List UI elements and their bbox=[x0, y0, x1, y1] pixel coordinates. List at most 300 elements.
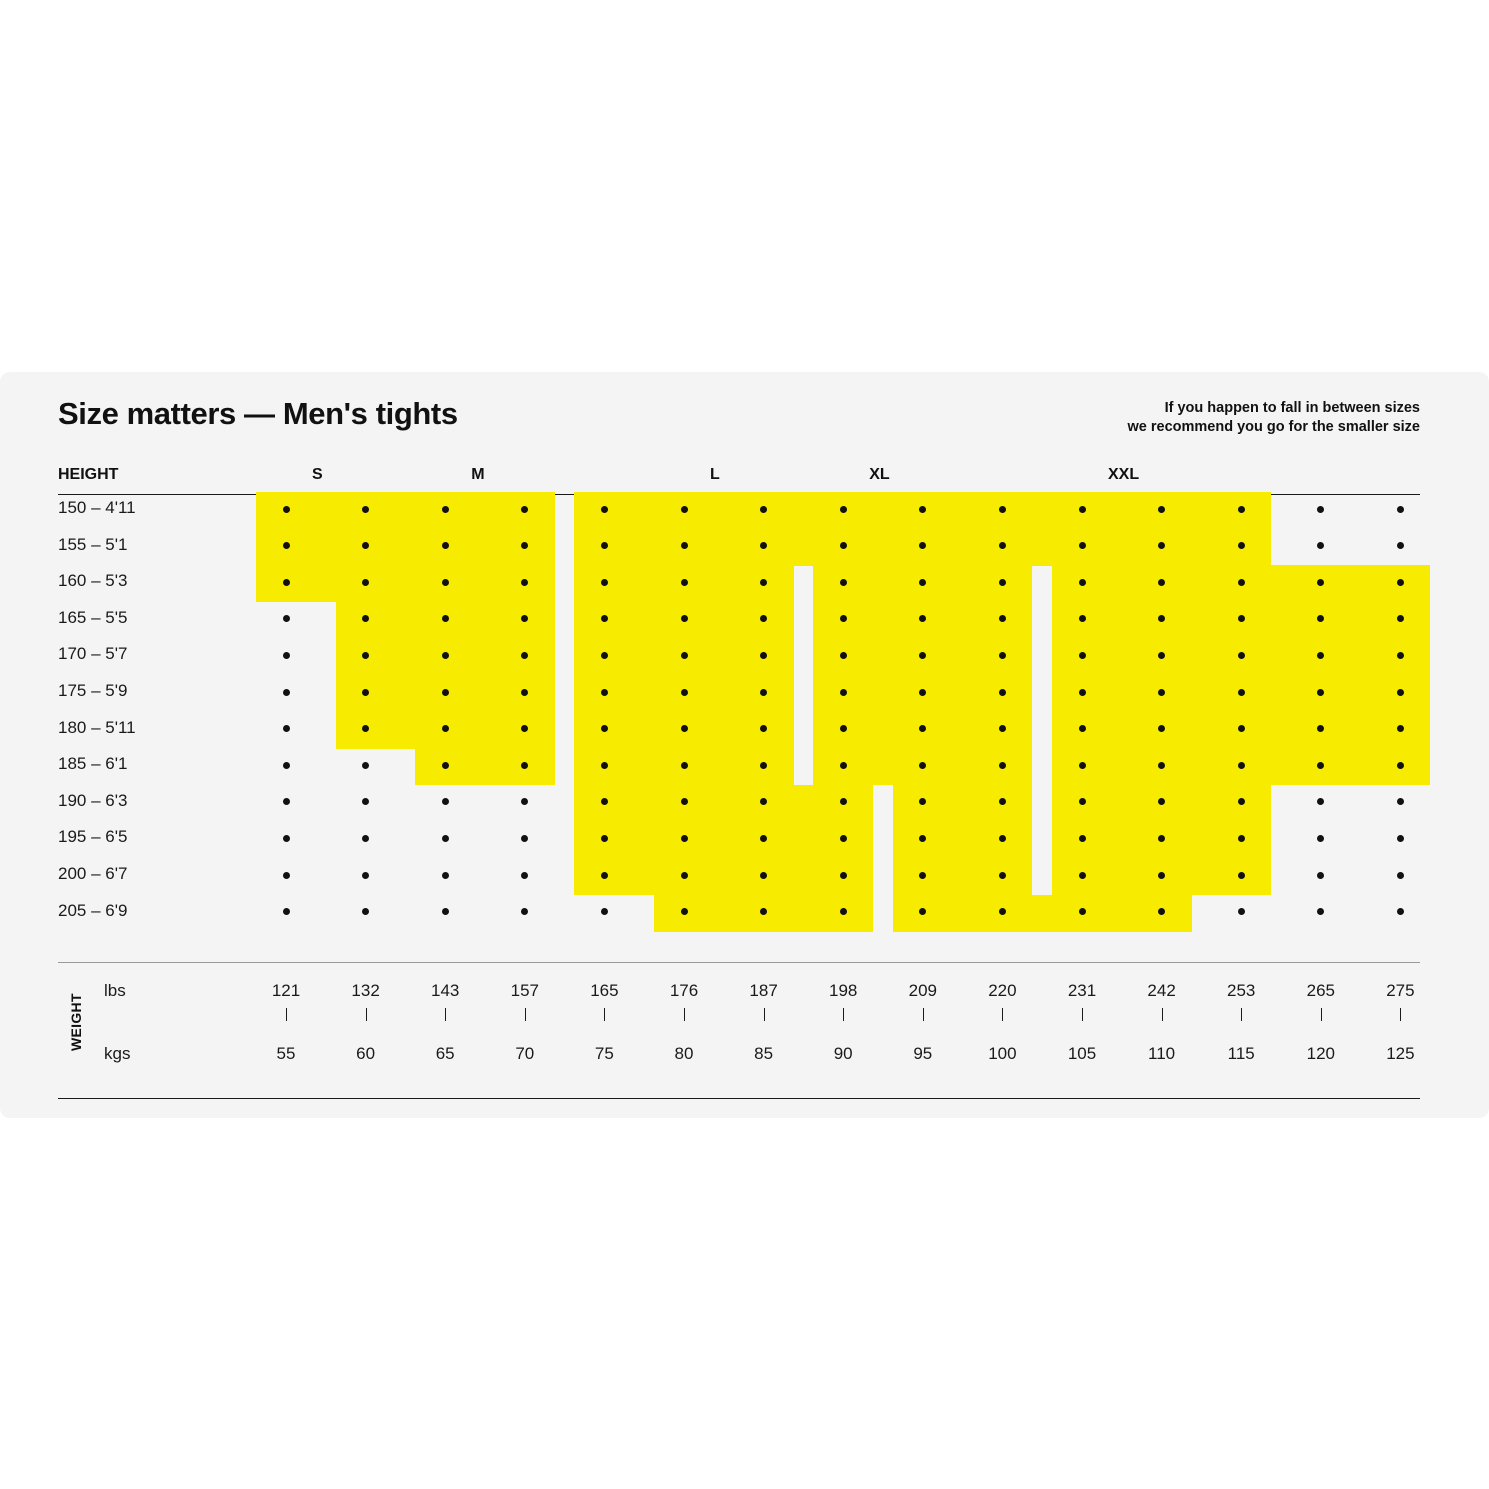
grid-dot bbox=[1238, 652, 1245, 659]
size-band-m bbox=[336, 602, 555, 639]
weight-lbs-value: 143 bbox=[431, 981, 460, 1000]
grid-dot bbox=[362, 689, 369, 696]
size-band-l bbox=[574, 748, 793, 785]
weight-lbs-value: 176 bbox=[669, 981, 699, 1000]
grid-dot bbox=[1238, 506, 1245, 513]
size-band-s bbox=[256, 529, 475, 566]
grid-bottom-rule bbox=[58, 962, 1420, 963]
height-row-label: 185 – 6'1 bbox=[58, 754, 128, 774]
size-band-xxl bbox=[1052, 529, 1271, 566]
weight-lbs-value: 165 bbox=[590, 981, 619, 1000]
grid-dot bbox=[442, 542, 449, 549]
size-band-xl bbox=[893, 858, 1033, 895]
grid-dot bbox=[919, 908, 926, 915]
grid-dot bbox=[521, 506, 528, 513]
grid-dot bbox=[442, 689, 449, 696]
grid-dot bbox=[1397, 762, 1404, 769]
height-row-label: 205 – 6'9 bbox=[58, 900, 128, 920]
size-band-l bbox=[574, 821, 873, 858]
grid-dot bbox=[840, 725, 847, 732]
weight-tick bbox=[1082, 1008, 1083, 1021]
footer-rule bbox=[58, 1098, 1420, 1099]
size-band-l bbox=[654, 895, 873, 932]
size-header-xl: XL bbox=[869, 466, 890, 483]
grid-dot bbox=[999, 908, 1006, 915]
sizing-note bbox=[960, 399, 1420, 437]
grid-dot bbox=[840, 652, 847, 659]
grid-dot bbox=[1079, 615, 1086, 622]
grid-dot bbox=[601, 872, 608, 879]
size-band-m bbox=[336, 565, 555, 602]
grid-dot bbox=[1317, 689, 1324, 696]
grid-dot bbox=[919, 615, 926, 622]
grid-dot bbox=[601, 579, 608, 586]
grid-dot bbox=[919, 579, 926, 586]
size-band-l bbox=[574, 529, 873, 566]
weight-lbs-value: 209 bbox=[908, 981, 937, 1000]
grid-dot bbox=[1158, 872, 1165, 879]
weight-lbs-value: 231 bbox=[1067, 981, 1097, 1000]
grid-dot bbox=[999, 615, 1006, 622]
grid-dot bbox=[1238, 615, 1245, 622]
grid-dot bbox=[1317, 762, 1324, 769]
grid-dot bbox=[919, 835, 926, 842]
grid-dot bbox=[521, 725, 528, 732]
grid-dot bbox=[283, 798, 290, 805]
sizing-note-line-2: we recommend you go for the smaller size bbox=[1127, 419, 1420, 435]
grid-dot bbox=[1397, 798, 1404, 805]
grid-dot bbox=[362, 506, 369, 513]
size-band-xxl bbox=[1052, 785, 1271, 822]
unit-kgs-label: kgs bbox=[104, 1044, 131, 1063]
size-band-xxl bbox=[1052, 748, 1430, 785]
grid-dot bbox=[1079, 835, 1086, 842]
grid-dot bbox=[681, 579, 688, 586]
height-row-label: 175 – 5'9 bbox=[58, 681, 128, 700]
size-band-xl bbox=[813, 565, 1032, 602]
size-band-xxl bbox=[1052, 565, 1430, 602]
grid-dot bbox=[1158, 725, 1165, 732]
grid-dot bbox=[1079, 725, 1086, 732]
grid-dot bbox=[681, 762, 688, 769]
grid-dot bbox=[999, 798, 1006, 805]
grid-dot bbox=[760, 835, 767, 842]
grid-dot bbox=[840, 506, 847, 513]
grid-dot bbox=[1158, 908, 1165, 915]
grid-dot bbox=[283, 542, 290, 549]
size-band-xxl bbox=[1052, 602, 1430, 639]
weight-kgs-value: 95 bbox=[913, 1044, 933, 1063]
size-band-xxl bbox=[1052, 675, 1430, 712]
grid-dot bbox=[1317, 872, 1324, 879]
size-band-xl bbox=[813, 675, 1032, 712]
grid-dot bbox=[840, 579, 847, 586]
sizing-note-line-1: If you happen to fall in between sizes bbox=[1164, 400, 1420, 416]
grid-dot bbox=[999, 542, 1006, 549]
grid-dot bbox=[840, 798, 847, 805]
grid-dot bbox=[521, 689, 528, 696]
grid-dot bbox=[1079, 579, 1086, 586]
size-band-m bbox=[415, 748, 555, 785]
grid-dot bbox=[442, 615, 449, 622]
grid-dot bbox=[442, 908, 449, 915]
grid-dot bbox=[760, 872, 767, 879]
grid-dot bbox=[442, 762, 449, 769]
weight-tick bbox=[525, 1008, 526, 1021]
weight-axis-label: WEIGHT bbox=[68, 993, 84, 1051]
grid-dot bbox=[283, 908, 290, 915]
grid-dot bbox=[442, 798, 449, 805]
grid-dot bbox=[1079, 652, 1086, 659]
size-band-xl bbox=[893, 895, 1112, 932]
grid-dot bbox=[1238, 542, 1245, 549]
grid-dot bbox=[1079, 908, 1086, 915]
weight-kgs-value: 85 bbox=[754, 1044, 774, 1063]
grid-dot bbox=[760, 579, 767, 586]
grid-dot bbox=[362, 725, 369, 732]
grid-dot bbox=[601, 762, 608, 769]
grid-dot bbox=[999, 835, 1006, 842]
grid-dot bbox=[1079, 872, 1086, 879]
grid-dot bbox=[1238, 872, 1245, 879]
size-band-l bbox=[574, 565, 793, 602]
grid-dot bbox=[919, 798, 926, 805]
grid-dot bbox=[681, 615, 688, 622]
size-band-m bbox=[336, 675, 555, 712]
grid-dot bbox=[601, 652, 608, 659]
size-band-xl bbox=[813, 748, 1032, 785]
header-rule bbox=[58, 494, 1420, 495]
grid-dot bbox=[999, 579, 1006, 586]
height-row-label: 195 – 6'5 bbox=[58, 827, 128, 847]
grid-dot bbox=[521, 615, 528, 622]
grid-dot bbox=[1238, 835, 1245, 842]
grid-dot bbox=[1079, 689, 1086, 696]
grid-dot bbox=[999, 872, 1006, 879]
size-band-l bbox=[574, 785, 873, 822]
size-header-s: S bbox=[312, 466, 323, 483]
size-header-l: L bbox=[710, 466, 720, 483]
grid-dot bbox=[601, 798, 608, 805]
weight-tick bbox=[1321, 1008, 1322, 1021]
grid-dot bbox=[1397, 725, 1404, 732]
grid-dot bbox=[681, 689, 688, 696]
page-title: Size matters — Men's tights bbox=[58, 396, 458, 431]
grid-dot bbox=[760, 542, 767, 549]
weight-tick bbox=[1002, 1008, 1003, 1021]
grid-dot bbox=[760, 689, 767, 696]
grid-dot bbox=[362, 615, 369, 622]
size-band-l bbox=[574, 602, 793, 639]
size-band-m bbox=[415, 529, 555, 566]
weight-tick bbox=[445, 1008, 446, 1021]
grid-dot bbox=[442, 725, 449, 732]
weight-kgs-value: 115 bbox=[1227, 1044, 1255, 1063]
size-band-xxl bbox=[1052, 858, 1271, 895]
size-band-s bbox=[256, 565, 396, 602]
size-band-xxl bbox=[1052, 821, 1271, 858]
grid-dot bbox=[840, 542, 847, 549]
grid-dot bbox=[362, 835, 369, 842]
grid-dot bbox=[442, 579, 449, 586]
weight-lbs-value: 242 bbox=[1147, 981, 1176, 1000]
grid-dot bbox=[999, 689, 1006, 696]
grid-dot bbox=[1397, 835, 1404, 842]
grid-dot bbox=[442, 835, 449, 842]
weight-lbs-value: 187 bbox=[749, 981, 778, 1000]
grid-dot bbox=[283, 835, 290, 842]
weight-kgs-value: 80 bbox=[674, 1044, 694, 1063]
grid-dot bbox=[283, 725, 290, 732]
weight-lbs-value: 132 bbox=[351, 981, 380, 1000]
size-band-xl bbox=[893, 785, 1033, 822]
grid-dot bbox=[681, 872, 688, 879]
weight-kgs-value: 65 bbox=[435, 1044, 455, 1063]
grid-dot bbox=[840, 762, 847, 769]
grid-dot bbox=[1158, 579, 1165, 586]
grid-dot bbox=[283, 652, 290, 659]
grid-dot bbox=[362, 762, 369, 769]
weight-tick bbox=[843, 1008, 844, 1021]
grid-dot bbox=[601, 542, 608, 549]
grid-dot bbox=[840, 835, 847, 842]
weight-tick bbox=[764, 1008, 765, 1021]
grid-dot bbox=[1158, 689, 1165, 696]
weight-kgs-value: 70 bbox=[515, 1044, 535, 1063]
grid-dot bbox=[1397, 506, 1404, 513]
grid-dot bbox=[1317, 615, 1324, 622]
weight-kgs-value: 125 bbox=[1386, 1044, 1415, 1063]
height-column-header: HEIGHT bbox=[58, 466, 119, 483]
grid-dot bbox=[442, 872, 449, 879]
grid-dot bbox=[1158, 762, 1165, 769]
weight-lbs-value: 121 bbox=[271, 981, 301, 1000]
grid-dot bbox=[681, 908, 688, 915]
grid-dot bbox=[1158, 506, 1165, 513]
grid-dot bbox=[840, 689, 847, 696]
grid-dot bbox=[601, 615, 608, 622]
grid-dot bbox=[1158, 835, 1165, 842]
weight-kgs-value: 105 bbox=[1067, 1044, 1097, 1063]
grid-dot bbox=[362, 908, 369, 915]
grid-dot bbox=[760, 615, 767, 622]
grid-dot bbox=[601, 689, 608, 696]
grid-dot bbox=[1317, 542, 1324, 549]
grid-dot bbox=[919, 725, 926, 732]
size-band-l bbox=[574, 492, 873, 529]
height-row-label: 200 – 6'7 bbox=[58, 864, 128, 883]
weight-kgs-value: 120 bbox=[1306, 1044, 1335, 1063]
weight-tick bbox=[1400, 1008, 1401, 1021]
grid-dot bbox=[1079, 798, 1086, 805]
grid-dot bbox=[1397, 872, 1404, 879]
grid-dot bbox=[521, 908, 528, 915]
grid-dot bbox=[362, 872, 369, 879]
size-band-s bbox=[256, 492, 475, 529]
height-row-label: 170 – 5'7 bbox=[58, 644, 128, 664]
grid-dot bbox=[681, 542, 688, 549]
grid-dot bbox=[919, 872, 926, 879]
grid-dot bbox=[283, 689, 290, 696]
size-band-xl bbox=[813, 492, 1112, 529]
grid-dot bbox=[1317, 579, 1324, 586]
size-header-xxl: XXL bbox=[1108, 466, 1140, 483]
grid-dot bbox=[601, 835, 608, 842]
grid-dot bbox=[999, 652, 1006, 659]
size-band-m bbox=[336, 638, 555, 675]
grid-dot bbox=[1079, 762, 1086, 769]
grid-dot bbox=[1397, 542, 1404, 549]
grid-dot bbox=[1397, 615, 1404, 622]
grid-dot bbox=[442, 652, 449, 659]
grid-dot bbox=[760, 506, 767, 513]
grid-dot bbox=[681, 798, 688, 805]
grid-dot bbox=[1317, 725, 1324, 732]
grid-dot bbox=[1238, 725, 1245, 732]
grid-dot bbox=[760, 725, 767, 732]
weight-lbs-value: 265 bbox=[1306, 981, 1335, 1000]
chart-inner bbox=[58, 396, 1420, 1096]
grid-dot bbox=[521, 762, 528, 769]
grid-dot bbox=[1238, 689, 1245, 696]
grid-dot bbox=[1158, 615, 1165, 622]
size-band-xxl bbox=[1052, 492, 1271, 529]
grid-dot bbox=[1238, 762, 1245, 769]
weight-kgs-value: 100 bbox=[988, 1044, 1017, 1063]
size-band-xxl bbox=[1052, 638, 1430, 675]
size-band-xxl bbox=[1052, 712, 1430, 749]
grid-dot bbox=[1158, 798, 1165, 805]
weight-tick bbox=[923, 1008, 924, 1021]
grid-dot bbox=[1397, 652, 1404, 659]
weight-tick bbox=[366, 1008, 367, 1021]
weight-lbs-value: 253 bbox=[1227, 981, 1256, 1000]
grid-dot bbox=[1238, 798, 1245, 805]
grid-dot bbox=[362, 652, 369, 659]
grid-dot bbox=[1397, 908, 1404, 915]
weight-lbs-value: 157 bbox=[510, 981, 539, 1000]
size-band-xl bbox=[813, 638, 1032, 675]
weight-kgs-value: 90 bbox=[833, 1044, 853, 1063]
grid-dot bbox=[521, 798, 528, 805]
grid-dot bbox=[760, 908, 767, 915]
grid-dot bbox=[521, 872, 528, 879]
size-band-xl bbox=[813, 529, 1112, 566]
grid-dot bbox=[362, 798, 369, 805]
size-band-xl bbox=[813, 712, 1032, 749]
grid-dot bbox=[919, 506, 926, 513]
grid-dot bbox=[1397, 579, 1404, 586]
size-band-m bbox=[415, 492, 555, 529]
weight-lbs-value: 275 bbox=[1386, 981, 1415, 1000]
grid-dot bbox=[840, 615, 847, 622]
grid-dot bbox=[1317, 652, 1324, 659]
grid-dot bbox=[999, 725, 1006, 732]
weight-tick bbox=[684, 1008, 685, 1021]
grid-dot bbox=[521, 579, 528, 586]
grid-dot bbox=[1317, 798, 1324, 805]
grid-dot bbox=[521, 542, 528, 549]
grid-dot bbox=[362, 579, 369, 586]
grid-dot bbox=[919, 542, 926, 549]
weight-lbs-value: 198 bbox=[829, 981, 858, 1000]
grid-dot bbox=[1079, 506, 1086, 513]
grid-dot bbox=[283, 579, 290, 586]
height-row-label: 190 – 6'3 bbox=[58, 790, 128, 810]
unit-lbs-label: lbs bbox=[104, 981, 126, 1000]
grid-dot bbox=[283, 762, 290, 769]
grid-dot bbox=[999, 506, 1006, 513]
grid-dot bbox=[1317, 506, 1324, 513]
grid-dot bbox=[919, 689, 926, 696]
grid-dot bbox=[1158, 542, 1165, 549]
size-band-l bbox=[574, 638, 793, 675]
grid-dot bbox=[999, 762, 1006, 769]
height-row-label: 180 – 5'11 bbox=[58, 717, 136, 737]
size-band-xl bbox=[893, 821, 1033, 858]
weight-kgs-value: 75 bbox=[594, 1044, 614, 1063]
height-row-label: 165 – 5'5 bbox=[58, 607, 128, 627]
height-row-label: 160 – 5'3 bbox=[58, 571, 128, 591]
grid-dot bbox=[681, 725, 688, 732]
grid-dot bbox=[442, 506, 449, 513]
grid-dot bbox=[760, 652, 767, 659]
grid-dot bbox=[601, 725, 608, 732]
grid-dot bbox=[1079, 542, 1086, 549]
grid-dot bbox=[681, 506, 688, 513]
grid-dot bbox=[362, 542, 369, 549]
weight-lbs-value: 220 bbox=[988, 981, 1017, 1000]
grid-dot bbox=[760, 798, 767, 805]
size-band-l bbox=[574, 712, 793, 749]
grid-dot bbox=[681, 652, 688, 659]
grid-dot bbox=[1238, 579, 1245, 586]
grid-dot bbox=[919, 652, 926, 659]
grid-dot bbox=[1397, 689, 1404, 696]
size-band-xl bbox=[813, 602, 1032, 639]
grid-dot bbox=[601, 506, 608, 513]
grid-dot bbox=[919, 762, 926, 769]
grid-dot bbox=[840, 908, 847, 915]
height-row-label: 155 – 5'1 bbox=[58, 534, 128, 554]
weight-kgs-value: 60 bbox=[356, 1044, 376, 1063]
size-header-m: M bbox=[471, 466, 485, 483]
grid-dot bbox=[840, 872, 847, 879]
weight-tick bbox=[1162, 1008, 1163, 1021]
grid-dot bbox=[1317, 835, 1324, 842]
grid-dot bbox=[601, 908, 608, 915]
grid-dot bbox=[283, 615, 290, 622]
grid-dot bbox=[1238, 908, 1245, 915]
weight-tick bbox=[604, 1008, 605, 1021]
size-band-m bbox=[336, 712, 555, 749]
grid-dot bbox=[1158, 652, 1165, 659]
weight-tick bbox=[1241, 1008, 1242, 1021]
grid-dot bbox=[521, 835, 528, 842]
grid-dot bbox=[521, 652, 528, 659]
grid-dot bbox=[283, 872, 290, 879]
grid-dot bbox=[681, 835, 688, 842]
grid-dot bbox=[1317, 908, 1324, 915]
size-band-l bbox=[574, 675, 793, 712]
height-row-label: 150 – 4'11 bbox=[58, 498, 136, 517]
weight-tick bbox=[286, 1008, 287, 1021]
grid-dot bbox=[283, 506, 290, 513]
grid-dot bbox=[760, 762, 767, 769]
weight-kgs-value: 110 bbox=[1148, 1044, 1176, 1063]
size-band-l bbox=[574, 858, 873, 895]
size-band-xxl bbox=[1052, 895, 1192, 932]
